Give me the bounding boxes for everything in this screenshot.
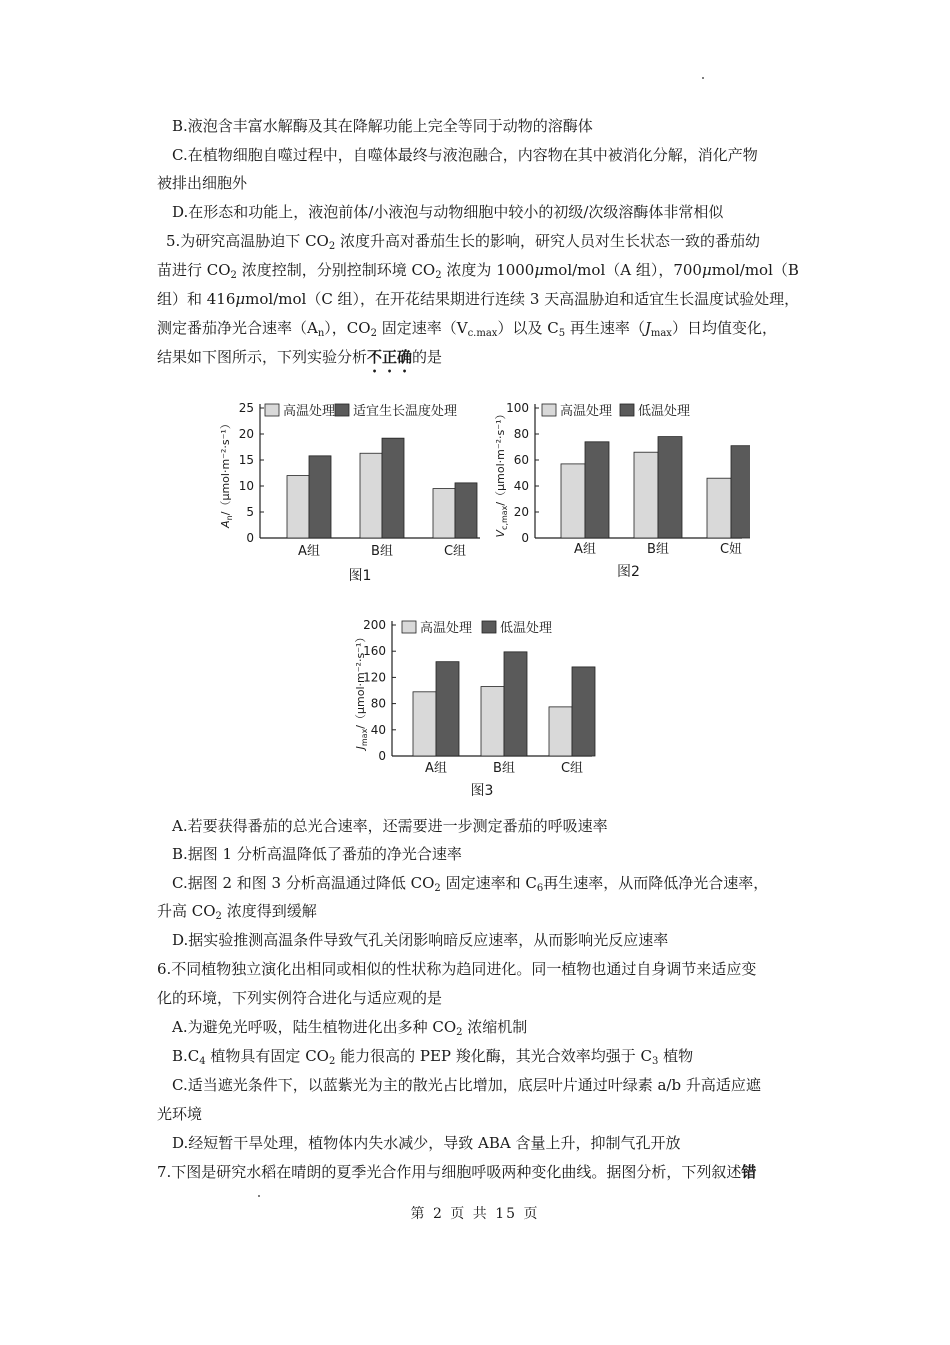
bar-normal-temp: [504, 652, 527, 756]
legend-swatch: [542, 404, 556, 416]
legend-swatch: [482, 621, 496, 633]
y-tick-label: 0: [246, 531, 254, 545]
legend-label: 高温处理: [420, 621, 473, 636]
figure-title: 图1: [348, 568, 372, 584]
q5-option-d: D.据实验推测高温条件导致气孔关闭影响暗反应速率，从而影响光反应速率: [172, 931, 669, 949]
legend-swatch: [402, 621, 416, 633]
q5-stem-line2: 苗进行 $CO_2$ 浓度控制，分别控制环境 $CO_2$ 浓度为 1000μmol/mol（A 组），700μmol/mol（B: [157, 261, 799, 281]
bar-high-temp: [481, 687, 504, 756]
bar-high-temp: [413, 692, 436, 756]
category-label: B组: [647, 542, 669, 557]
q6-stem-line2: 化的环境，下列实例符合进化与适应观的是: [157, 989, 443, 1007]
y-tick-label: 5: [246, 505, 254, 519]
category-label: B组: [371, 544, 393, 559]
bar-high-temp: [549, 707, 572, 756]
q4-option-d: D.在形态和功能上，液泡前体/小液泡与动物细胞中较小的初级/次级溶酶体非常相似: [172, 203, 724, 221]
y-tick-label: 80: [370, 696, 386, 711]
q4-option-b: B.液泡含丰富水解酶及其在降解功能上完全等同于动物的溶酶体: [172, 117, 593, 135]
legend-swatch: [335, 404, 349, 416]
figure-1-chart: [205, 380, 490, 595]
figure-title: 图3: [470, 783, 494, 799]
scan-speck: [258, 1195, 260, 1197]
q5-stem-line4: 测定番茄净光合速率$(A_n)$，$CO_2$ 固定速率$(V_{c.max})$以及 $C_5$ 再生速率$(J_{max})$日均值变化，: [157, 319, 777, 339]
y-tick-label: 20: [513, 505, 529, 519]
y-tick-label: 200: [363, 618, 386, 632]
y-tick-label: 0: [521, 531, 529, 545]
q5-option-b: B.据图 1 分析高温降低了番茄的净光合速率: [172, 845, 462, 863]
bar-normal-temp: [585, 442, 609, 538]
q5-stem-line3: 组）和 416μmol/mol（C 组），在开花结果期进行连续 3 天高温胁迫和适宜生长温度试验处理，: [157, 290, 800, 308]
y-tick-label: 15: [238, 453, 254, 467]
q5-option-c-line1: C.据图 2 和图 3 分析高温通过降低 $CO_2$ 固定速率和 $C_6$再生速率，从而降低净光合速率，: [172, 874, 769, 894]
y-tick-label: 20: [238, 427, 254, 441]
bar-normal-temp: [309, 456, 331, 538]
bar-high-temp: [707, 478, 731, 538]
category-label: B组: [493, 761, 515, 776]
legend-label: 适宜生长温度处理: [353, 404, 458, 419]
category-label: C组: [560, 761, 584, 776]
q5-option-a: A.若要获得番茄的总光合速率，还需要进一步测定番茄的呼吸速率: [172, 817, 608, 835]
legend-label: 低温处理: [500, 621, 553, 636]
category-label: C组: [443, 544, 467, 559]
q4-option-c-line2: 被排出细胞外: [157, 174, 248, 192]
q7-stem-line1: 7.下图是研究水稻在晴朗的夏季光合作用与细胞呼吸两种变化曲线。据图分析，下列叙述错: [157, 1163, 757, 1181]
y-axis-label: $J_{max}/(\mu mol\cdot m^{-2}\cdot s^{-1})$: [354, 631, 369, 750]
legend-label: 高温处理: [283, 404, 336, 419]
figure-2-chart: [480, 380, 750, 595]
q6-option-d: D.经短暂干旱处理，植物体内失水减少，导致 ABA 含量上升，抑制气孔开放: [172, 1134, 681, 1152]
bar-normal-temp: [572, 667, 595, 756]
figure-title: 图2: [617, 564, 640, 580]
y-tick-label: 100: [506, 401, 529, 415]
legend-label: 低温处理: [638, 404, 691, 419]
bar-high-temp: [634, 452, 658, 538]
y-tick-label: 40: [370, 722, 386, 737]
y-tick-label: 40: [513, 479, 529, 493]
category-label: A组: [574, 542, 596, 557]
bar-normal-temp: [382, 438, 404, 538]
legend-swatch: [265, 404, 279, 416]
category-label: A组: [425, 761, 447, 776]
q6-option-b: $B.C_4$ 植物具有固定 $CO_2$ 能力很高的 PEP 羧化酶，其光合效率均强于 $C_3$ 植物: [172, 1047, 694, 1067]
bar-high-temp: [360, 453, 382, 538]
figure-3-chart: [340, 605, 600, 805]
bar-high-temp: [287, 476, 309, 538]
legend-swatch: [620, 404, 634, 416]
legend-label: 高温处理: [560, 404, 613, 419]
q5-stem-line1: 5.为研究高温胁迫下 $CO_2$ 浓度升高对番茄生长的影响，研究人员对生长状态一致的番茄幼: [166, 232, 761, 252]
bar-normal-temp: [455, 483, 477, 538]
y-tick-label: 120: [363, 670, 386, 685]
y-axis-label: $V_{c,max}/(\mu mol\cdot m^{-2}\cdot s^{-1})$: [494, 408, 509, 538]
y-tick-label: 60: [513, 453, 529, 467]
q6-option-c-line2: 光环境: [157, 1105, 203, 1123]
category-label: A组: [298, 544, 320, 559]
q5-option-c-line2: 升高 $CO_2$ 浓度得到缓解: [157, 902, 317, 922]
q4-option-c-line1: C.在植物细胞自噬过程中，自噬体最终与液泡融合，内容物在其中被消化分解，消化产物: [172, 146, 758, 164]
q6-option-a: A.为避免光呼吸，陆生植物进化出多种 $CO_2$ 浓缩机制: [172, 1018, 528, 1038]
y-tick-label: 80: [513, 427, 529, 441]
scan-speck: [702, 77, 704, 79]
y-tick-label: 25: [238, 401, 254, 415]
q5-stem-line5: 结果如下图所示，下列实验分析不正确的是: [157, 348, 443, 366]
y-tick-label: 160: [363, 644, 386, 659]
y-axis-label: $A_n/(\mu mol\cdot m^{-2}\cdot s^{-1})$: [219, 418, 234, 528]
page-footer: 第 2 页 共 15 页: [410, 1206, 540, 1222]
bar-normal-temp: [731, 446, 750, 538]
category-label: C妞: [719, 542, 743, 557]
y-tick-label: 0: [378, 749, 386, 763]
q6-stem-line1: 6.不同植物独立演化出相同或相似的性状称为趋同进化。同一植物也通过自身调节来适应变: [157, 960, 757, 978]
bar-normal-temp: [658, 437, 682, 538]
bar-high-temp: [433, 489, 455, 538]
q6-option-c-line1: C.适当遮光条件下，以蓝紫光为主的散光占比增加，底层叶片通过叶绿素 a/b 升高适应遮: [172, 1076, 761, 1094]
y-tick-label: 10: [238, 479, 254, 493]
bar-high-temp: [561, 464, 585, 538]
bar-normal-temp: [436, 662, 459, 756]
